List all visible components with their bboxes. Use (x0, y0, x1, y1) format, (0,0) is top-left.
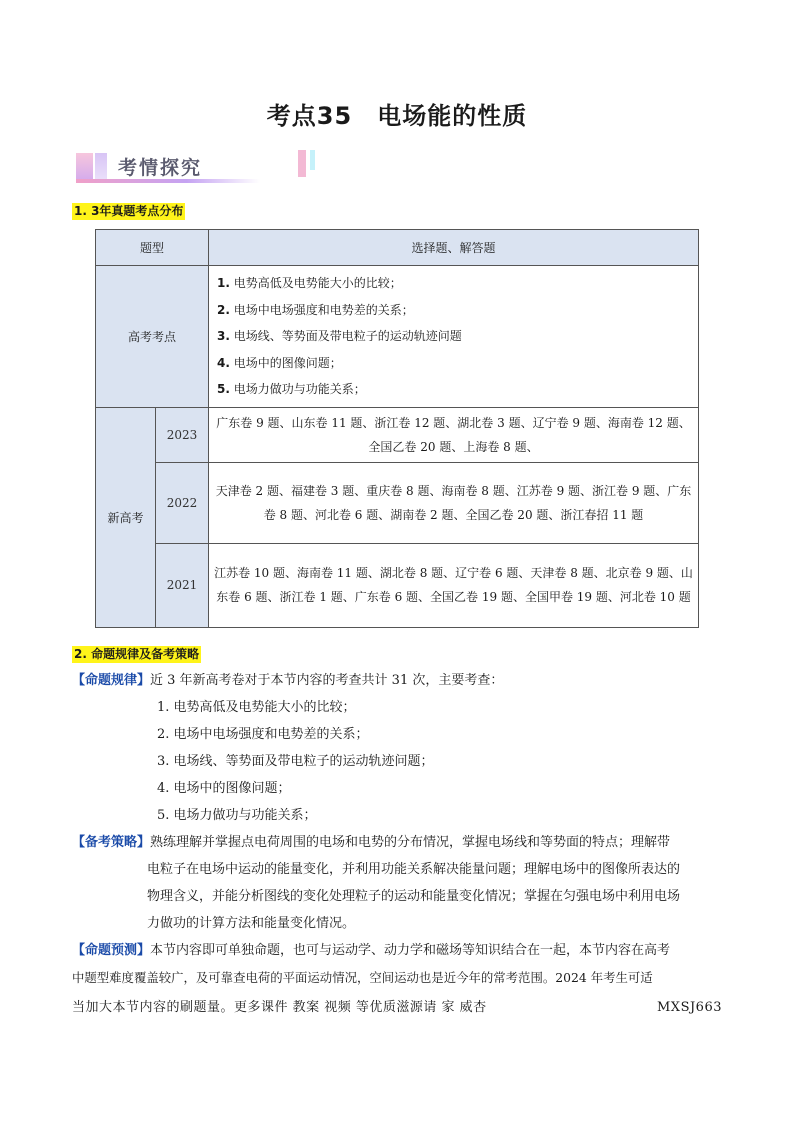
paper-list-cell: 广东卷 9 题、山东卷 11 题、浙江卷 12 题、湖北卷 3 题、辽宁卷 9 题、海南卷 12 题、全国乙卷 20 题、上海卷 8 题、 (209, 407, 699, 462)
strategy-first-line (72, 829, 722, 856)
prediction-text: 本节内容即可单独命题，也可与运动学、动力学和磁场等知识结合在一起，本节内容在高考 (150, 943, 671, 958)
list-item: 4. 电场中的图像问题； (217, 355, 342, 370)
gaokao-points-list (209, 266, 699, 408)
page-title: 考点35 电场能的性质 (266, 102, 528, 130)
rule-item: 5. 电场力做功与功能关系； (157, 808, 317, 823)
gaokao-points-label: 高考考点 (96, 266, 209, 408)
rule-item: 4. 电场中的图像问题； (157, 781, 291, 796)
list-item: 3. 电场线、等势面及带电粒子的运动轨迹问题 (217, 329, 462, 343)
rule-tag: 【命题规律】 (72, 673, 151, 688)
rule-item: 2. 电场中电场强度和电势差的关系； (157, 727, 369, 742)
banner-decor-bar (298, 150, 306, 177)
document-code: MXSJ663 (657, 1000, 722, 1015)
list-item: 1. 电势高低及电势能大小的比较； (217, 276, 402, 290)
strategy-text: 熟练理解并掌握点电荷周围的电场和电势的分布情况，掌握电场线和等势面的特点；理解带 (150, 835, 671, 850)
year-cell: 2023 (156, 407, 209, 462)
paper-list-cell: 天津卷 2 题、福建卷 3 题、重庆卷 8 题、海南卷 8 题、江苏卷 9 题、浙江卷 9 题、广东卷 8 题、河北卷 6 题、湖南卷 2 题、全国乙卷 20 题、浙江春招 11 题 (209, 462, 699, 543)
section-banner (76, 150, 262, 188)
header-question-type: 题型 (96, 230, 209, 266)
strategy-tag: 【备考策略】 (72, 835, 151, 850)
section2-heading: 2. 命题规律及备考策略 (74, 647, 200, 661)
year-cell: 2022 (156, 462, 209, 543)
table-header-row (96, 230, 699, 266)
rule-item: 3. 电场线、等势面及带电粒子的运动轨迹问题； (157, 754, 434, 769)
section1-heading: 1. 3年真题考点分布 (74, 204, 184, 218)
rule-item: 1. 电势高低及电势能大小的比较； (157, 700, 356, 715)
paper-list-cell: 江苏卷 10 题、海南卷 11 题、湖北卷 8 题、辽宁卷 6 题、天津卷 8 题、北京卷 9 题、山东卷 6 题、浙江卷 1 题、广东卷 6 题、全国乙卷 19 题、全国甲卷 19 题、河北卷 10 题 (209, 543, 699, 627)
prediction-line: 当加大本节内容的刷题量。更多课件 教案 视频 等优质滋源请 家 威杏 (72, 1000, 487, 1015)
prediction-line: 中题型难度覆盖较广，及可靠查电荷的平面运动情况，空间运动也是近今年的常考范围。2024 年考生可适 (72, 970, 653, 985)
header-question-formats: 选择题、解答题 (209, 230, 699, 266)
banner-title: 考情探究 (118, 157, 203, 179)
rule-intro-text: 近 3 年新高考卷对于本节内容的考查共计 31 次，主要考查： (150, 673, 504, 688)
table-row (96, 543, 699, 627)
list-item: 5. 电场力做功与功能关系； (217, 382, 366, 396)
prediction-first-line (72, 937, 722, 964)
banner-decor-bar (310, 150, 315, 170)
new-gaokao-label: 新高考 (96, 407, 156, 627)
prediction-tag: 【命题预测】 (72, 943, 151, 958)
list-item: 2. 电场中电场强度和电势差的关系； (217, 302, 414, 317)
rule-intro (72, 667, 722, 694)
year-cell: 2021 (156, 543, 209, 627)
exam-distribution-table (95, 229, 699, 628)
strategy-line: 电粒子在电场中运动的能量变化，并利用功能关系解决能量问题；理解电场中的图像所表达的 (147, 862, 681, 877)
table-row-gaokao-points (96, 266, 699, 408)
strategy-line: 物理含义，并能分析图线的变化处理粒子的运动和能量变化情况；掌握在匀强电场中利用电场 (147, 889, 681, 904)
table-row (96, 407, 699, 462)
strategy-line: 力做功的计算方法和能量变化情况。 (147, 916, 356, 931)
table-row (96, 462, 699, 543)
prediction-last-line (72, 994, 722, 1021)
